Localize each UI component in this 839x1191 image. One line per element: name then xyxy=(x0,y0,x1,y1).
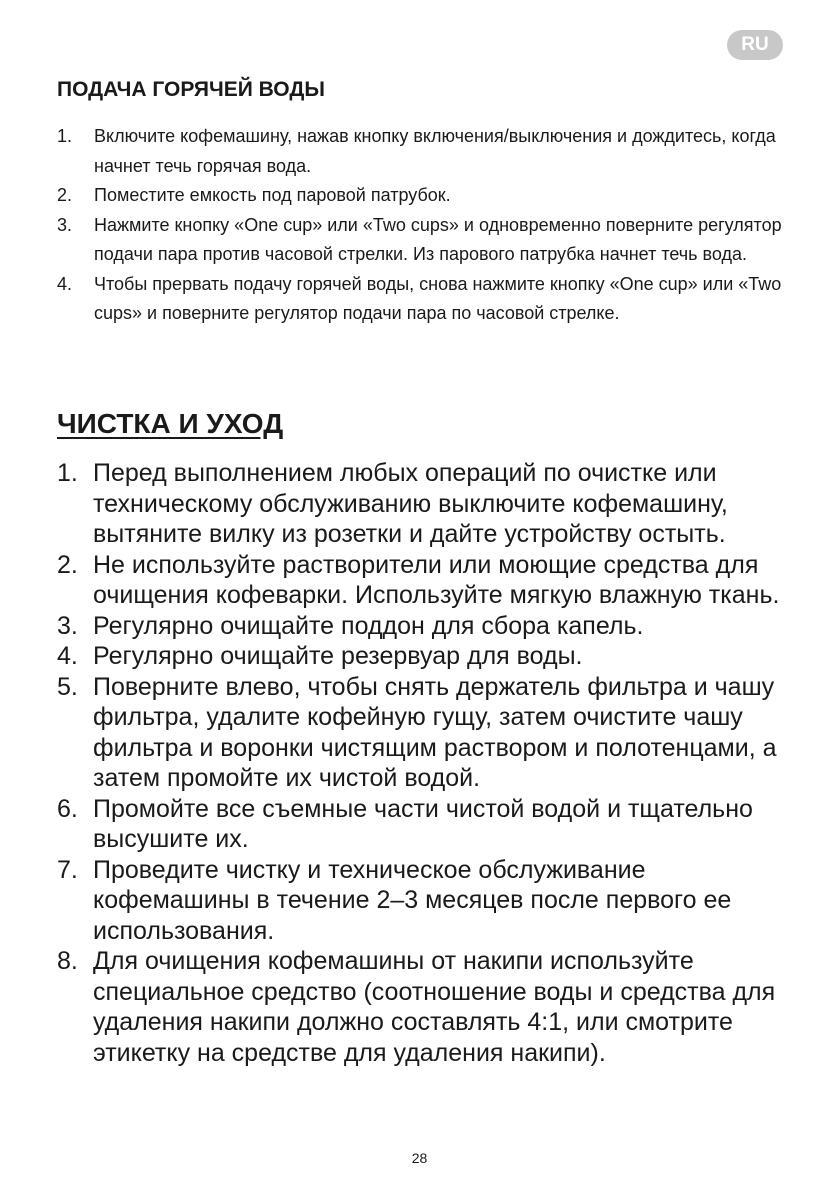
step-text: Нажмите кнопку «One cup» или «Two cups» и одновременно поверните регулятор подачи пара против часовой стрелки. Из парового патрубка начнет течь вода. xyxy=(94,214,782,264)
language-badge: RU xyxy=(727,30,783,60)
step-text: Регулярно очищайте поддон для сбора капель. xyxy=(93,611,644,640)
page-number: 28 xyxy=(411,1150,428,1166)
cleaning-steps xyxy=(57,458,787,1068)
hot-water-steps xyxy=(57,122,787,329)
list-item xyxy=(57,458,787,550)
step-text: Включите кофемашину, нажав кнопку включения/выключения и дождитесь, когда начнет течь горячая вода. xyxy=(94,126,776,176)
step-text: Регулярно очищайте резервуар для воды. xyxy=(93,642,583,670)
step-number: 3. xyxy=(57,214,73,235)
step-number: 2. xyxy=(57,550,78,579)
step-text: Промойте все съемные части чистой водой и тщательно высушите их. xyxy=(93,794,753,853)
step-text: Проведите чистку и техническое обслуживание кофемашины в течение 2–3 месяцев после первого ее использования. xyxy=(93,855,732,945)
hot-water-section xyxy=(57,78,787,329)
list-item xyxy=(57,855,787,947)
step-number: 4. xyxy=(57,642,78,670)
step-number: 6. xyxy=(57,794,78,823)
step-text: Поверните влево, чтобы снять держатель фильтра и чашу фильтра, удалите кофейную гущу, затем очистите чашу фильтра и воронки чистящим раствором и полотенцами, а затем промойте их чистой водой. xyxy=(93,672,777,792)
step-number: 7. xyxy=(57,855,78,884)
step-number: 1. xyxy=(57,459,78,487)
list-item xyxy=(57,181,787,211)
step-text: Для очищения кофемашины от накипи используйте специальное средство (соотношение воды и средства для удаления накипи должно составлять 4:1, или смотрите этикетку на средстве для удаления накипи). xyxy=(93,947,776,1067)
list-item xyxy=(57,550,787,611)
list-item xyxy=(57,211,787,270)
step-text: Чтобы прервать подачу горячей воды, снова нажмите кнопку «One cup» или «Two cups» и поверните регулятор подачи пара по часовой стрелке. xyxy=(94,273,782,323)
step-number: 5. xyxy=(57,672,78,701)
list-item xyxy=(57,122,787,181)
step-number: 4. xyxy=(57,273,73,294)
cleaning-section xyxy=(57,408,787,1068)
list-item xyxy=(57,794,787,855)
step-number: 8. xyxy=(57,947,78,975)
step-number: 2. xyxy=(57,185,73,205)
step-number: 1. xyxy=(57,126,73,146)
step-text: Не используйте растворители или моющие средства для очищения кофеварки. Используйте мягкую влажную ткань. xyxy=(93,550,780,609)
hot-water-title: ПОДАЧА ГОРЯЧЕЙ ВОДЫ xyxy=(57,78,325,101)
list-item xyxy=(57,672,787,794)
list-item xyxy=(57,946,787,1068)
list-item xyxy=(57,641,787,672)
cleaning-title: ЧИСТКА И УХОД xyxy=(57,408,284,439)
step-number: 3. xyxy=(57,611,78,640)
list-item xyxy=(57,270,787,329)
step-text: Перед выполнением любых операций по очистке или техническому обслуживанию выключите кофемашину, вытяните вилку из розетки и дайте устройству остыть. xyxy=(93,459,728,548)
list-item xyxy=(57,611,787,642)
step-text: Поместите емкость под паровой патрубок. xyxy=(94,185,451,205)
